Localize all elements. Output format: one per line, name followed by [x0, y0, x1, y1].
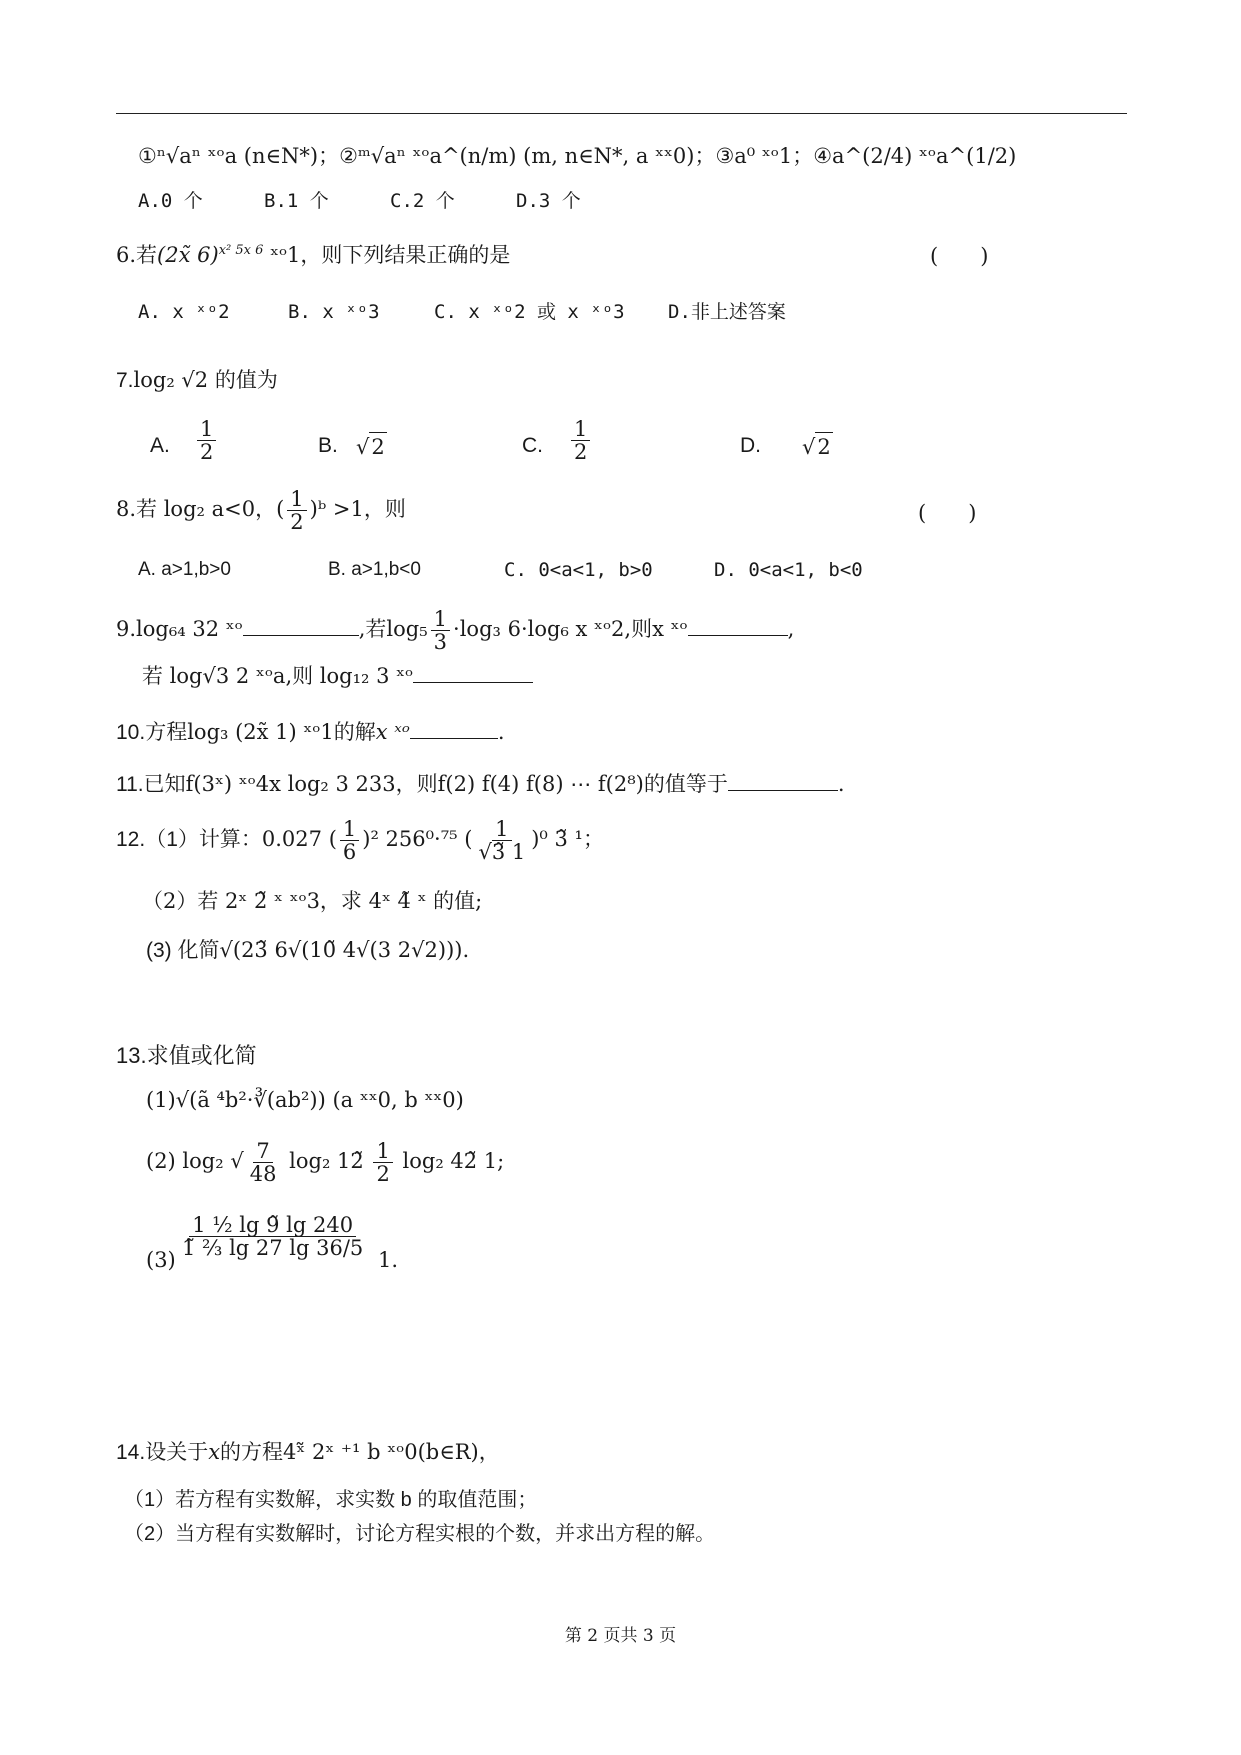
q7-option-d-radicand: 2: [815, 432, 832, 461]
q7-option-b-label: B.: [318, 434, 338, 457]
q7-option-d-value: √2: [802, 432, 833, 461]
q5-option-d: D.3 个: [516, 190, 581, 212]
q6-tail: ，则下列结果正确的是: [300, 243, 511, 267]
q13-part2: (2) log₂ √ $\frac{7}{48}$ log₂ 12̃ $\frac{1}{2}$ log₂ 42̃ 1;: [146, 1139, 505, 1187]
q12-part3-expr: √(23̃ 6√(10̃ 4√(3 2√2))): [219, 938, 463, 962]
q12-frac-2-num: 1: [492, 818, 511, 841]
q9-line2: [142, 662, 533, 690]
q12-line3: [146, 936, 469, 965]
q9-text-c: ·log₃ 6·log₆ x ˣᵒ2,则x ˣᵒ: [453, 617, 688, 642]
q13-part1: (1)√(ã ⁴b²·∛(ab²)) (a ˣˣ0, b ˣˣ0): [146, 1088, 464, 1112]
q7-stem: [116, 366, 278, 395]
q7-option-c-frac: [571, 418, 590, 463]
q13-part2-c: log₂ 42̃ 1;: [402, 1149, 505, 1174]
q7-option-c-label: C.: [522, 434, 543, 457]
q13-part2-den: 48: [249, 1162, 277, 1187]
q13-part2-num: 7: [253, 1140, 272, 1163]
q12-frac-1-num: 1: [340, 818, 359, 841]
q14-expr: 4ˣ̃ 2ˣ ⁺¹ b ˣᵒ0(b∈R): [283, 1440, 479, 1464]
q12-part2: （2）若 2ˣ 2̃ ˣ ˣᵒ3，求 4ˣ 4̃ ˣ 的值;: [142, 889, 483, 913]
q12-middle: )² 256⁰·⁷⁵ (: [362, 827, 473, 852]
q6-expr: (2x̃ 6): [157, 243, 219, 267]
q8-option-a: A. a>1,b>0: [138, 559, 231, 580]
q9-text-b: ,若log₅: [358, 617, 428, 642]
page-footer: 第 2 页共 3 页: [564, 1626, 677, 1646]
q11-line: [116, 770, 845, 799]
q6-stem: [116, 237, 510, 269]
q9-frac-den: 3: [433, 630, 448, 655]
q14-text-c: ，: [478, 1440, 500, 1464]
q7-option-b-value: √2: [356, 432, 387, 461]
q7-label: 7.: [116, 369, 134, 392]
q6-rhs: ˣᵒ1: [270, 243, 301, 267]
q13-part3-top: 1 ½ lg 9̃ lg 240: [189, 1214, 356, 1237]
q11-blank[interactable]: [728, 772, 838, 791]
q13-part2-frac: [247, 1140, 280, 1185]
q6-option-c: C. x ˣᵒ2 或 x ˣᵒ3: [434, 301, 625, 323]
q10-expr: log₃ (2x̃ 1) ˣᵒ1: [187, 720, 334, 744]
q11-expr2: f(2) f(4) f(8) ⋯ f(2⁸): [437, 772, 644, 796]
q9-text-a: 9.log₆₄ 32 ˣᵒ: [116, 617, 243, 642]
q14-var: x: [208, 1440, 221, 1464]
q8-option-d: D. 0<a<1, b<0: [714, 559, 863, 581]
q7-expr: log₂ √2: [133, 368, 209, 392]
q6-option-b: B. x ˣᵒ3: [288, 301, 380, 323]
q10-text-a: 10.方程: [116, 721, 188, 744]
q8-label: 8.若 log₂ a<0，(: [116, 497, 285, 522]
q10-end: .: [497, 720, 505, 744]
q10-line: [116, 718, 505, 747]
q11-text-c: 的值等于: [643, 773, 728, 796]
q8-frac-den: 2: [290, 510, 304, 535]
q6-label: 6.若: [116, 243, 158, 267]
q13-part3-bottom: 1̃ ⅔ lg 27 lg 36/5: [182, 1236, 364, 1261]
q7-option-a-frac: [197, 418, 216, 463]
q11-text-b: ，则: [395, 773, 438, 796]
header-rule: [116, 113, 1127, 114]
q8-frac-num: 1: [287, 488, 306, 511]
q11-end: .: [837, 772, 845, 796]
q13-part2-half-den: 2: [376, 1162, 390, 1187]
q14-text-b: 的方程: [220, 1441, 284, 1464]
q13-title: 13.求值或化简: [116, 1043, 257, 1068]
q12-base: 0.027: [261, 827, 322, 852]
q10-expr2: x ˣᵒ: [375, 720, 410, 744]
q9-line1: [116, 608, 794, 658]
q9-text-e: 若 log√3 2 ˣᵒa,则 log₁₂ 3 ˣᵒ: [142, 664, 414, 688]
q12-frac-2-den: √3̃ 1: [478, 840, 526, 865]
q12-frac-2: [475, 818, 528, 863]
q11-text-a: 11.已知: [116, 773, 186, 796]
q7-option-b-radicand: 2: [369, 432, 386, 461]
q9-blank-3[interactable]: [413, 664, 533, 683]
q14-part1: （1）若方程有实数解，求实数 b 的取值范围；: [124, 1489, 538, 1511]
q13-part2-half-num: 1: [373, 1140, 392, 1163]
q12-part3-label: (3) 化简: [146, 939, 220, 962]
q12-line1: [116, 818, 604, 874]
q7-option-a-num: 1: [197, 418, 216, 441]
q7-option-c-den: 2: [574, 440, 588, 465]
q13-part3-label: (3): [146, 1248, 176, 1272]
q12-label: 12.（1）计算：: [116, 828, 262, 852]
q6-option-d: D.非上述答案: [668, 301, 786, 323]
q5-option-a: A.0 个: [138, 190, 203, 212]
q6-exponent: x² 5x 6: [218, 243, 264, 258]
q12-end: )⁰ 3̃ ¹；: [531, 827, 604, 852]
q11-expr: f(3ˣ) ˣᵒ4x log₂ 3 233: [185, 772, 396, 796]
q8-answer-paren: ( ): [918, 501, 977, 525]
q8-option-c: C. 0<a<1, b>0: [504, 559, 653, 581]
q7-tail: 的值为: [214, 368, 278, 392]
q13-part3-end: 1.: [378, 1248, 399, 1272]
q5-statements: [138, 142, 1016, 170]
q14-stem: [116, 1438, 500, 1467]
q10-text-b: 的解: [333, 721, 376, 744]
q8-option-b: B. a>1,b<0: [328, 559, 421, 580]
q7-option-c-num: 1: [571, 418, 590, 441]
q14-text-a: 14.设关于: [116, 1441, 209, 1464]
q10-blank[interactable]: [410, 720, 498, 739]
q8-stem: [116, 487, 406, 535]
q7-option-a-label: A.: [150, 434, 170, 457]
q9-frac-num: 1: [431, 608, 450, 631]
q5-option-c: C.2 个: [390, 190, 455, 212]
q13-part2-a: (2) log₂: [146, 1149, 224, 1174]
q9-frac: [431, 608, 450, 653]
q9-text-d: ,: [787, 617, 795, 642]
q6-answer-paren: ( ): [930, 244, 989, 268]
q8-frac: [287, 488, 306, 533]
q13-part2-half: [373, 1140, 392, 1185]
q12-paren-open: (: [328, 827, 337, 852]
q12-line2: [142, 887, 482, 915]
q12-frac-1-den: 6: [342, 840, 357, 865]
q12-frac-1: [340, 818, 359, 863]
q7-option-a-den: 2: [200, 440, 214, 465]
q13-part2-b: log₂ 12̃: [289, 1149, 364, 1174]
q12-part3-end: .: [462, 938, 470, 962]
q9-blank-1[interactable]: [243, 617, 359, 636]
q5-option-b: B.1 个: [264, 190, 329, 212]
q7-option-d-label: D.: [740, 434, 761, 457]
q5-statements-text: ①ⁿ√aⁿ ˣᵒa (n∈N*)；②ᵐ√aⁿ ˣᵒa^(n/m) (m, n∈N*, a ˣˣ0)；③a⁰ ˣᵒ1；④a^(2/4) ˣᵒa^(1/2): [138, 144, 1017, 168]
q14-part2: （2）当方程有实数解时，讨论方程实根的个数，并求出方程的解。: [124, 1523, 716, 1545]
q13-part3-frac: [179, 1214, 366, 1259]
q7-options: [150, 418, 950, 478]
q6-option-a: A. x ˣᵒ2: [138, 301, 230, 323]
q9-blank-2[interactable]: [688, 617, 788, 636]
q8-tail: )ᵇ >1，则: [309, 497, 406, 522]
